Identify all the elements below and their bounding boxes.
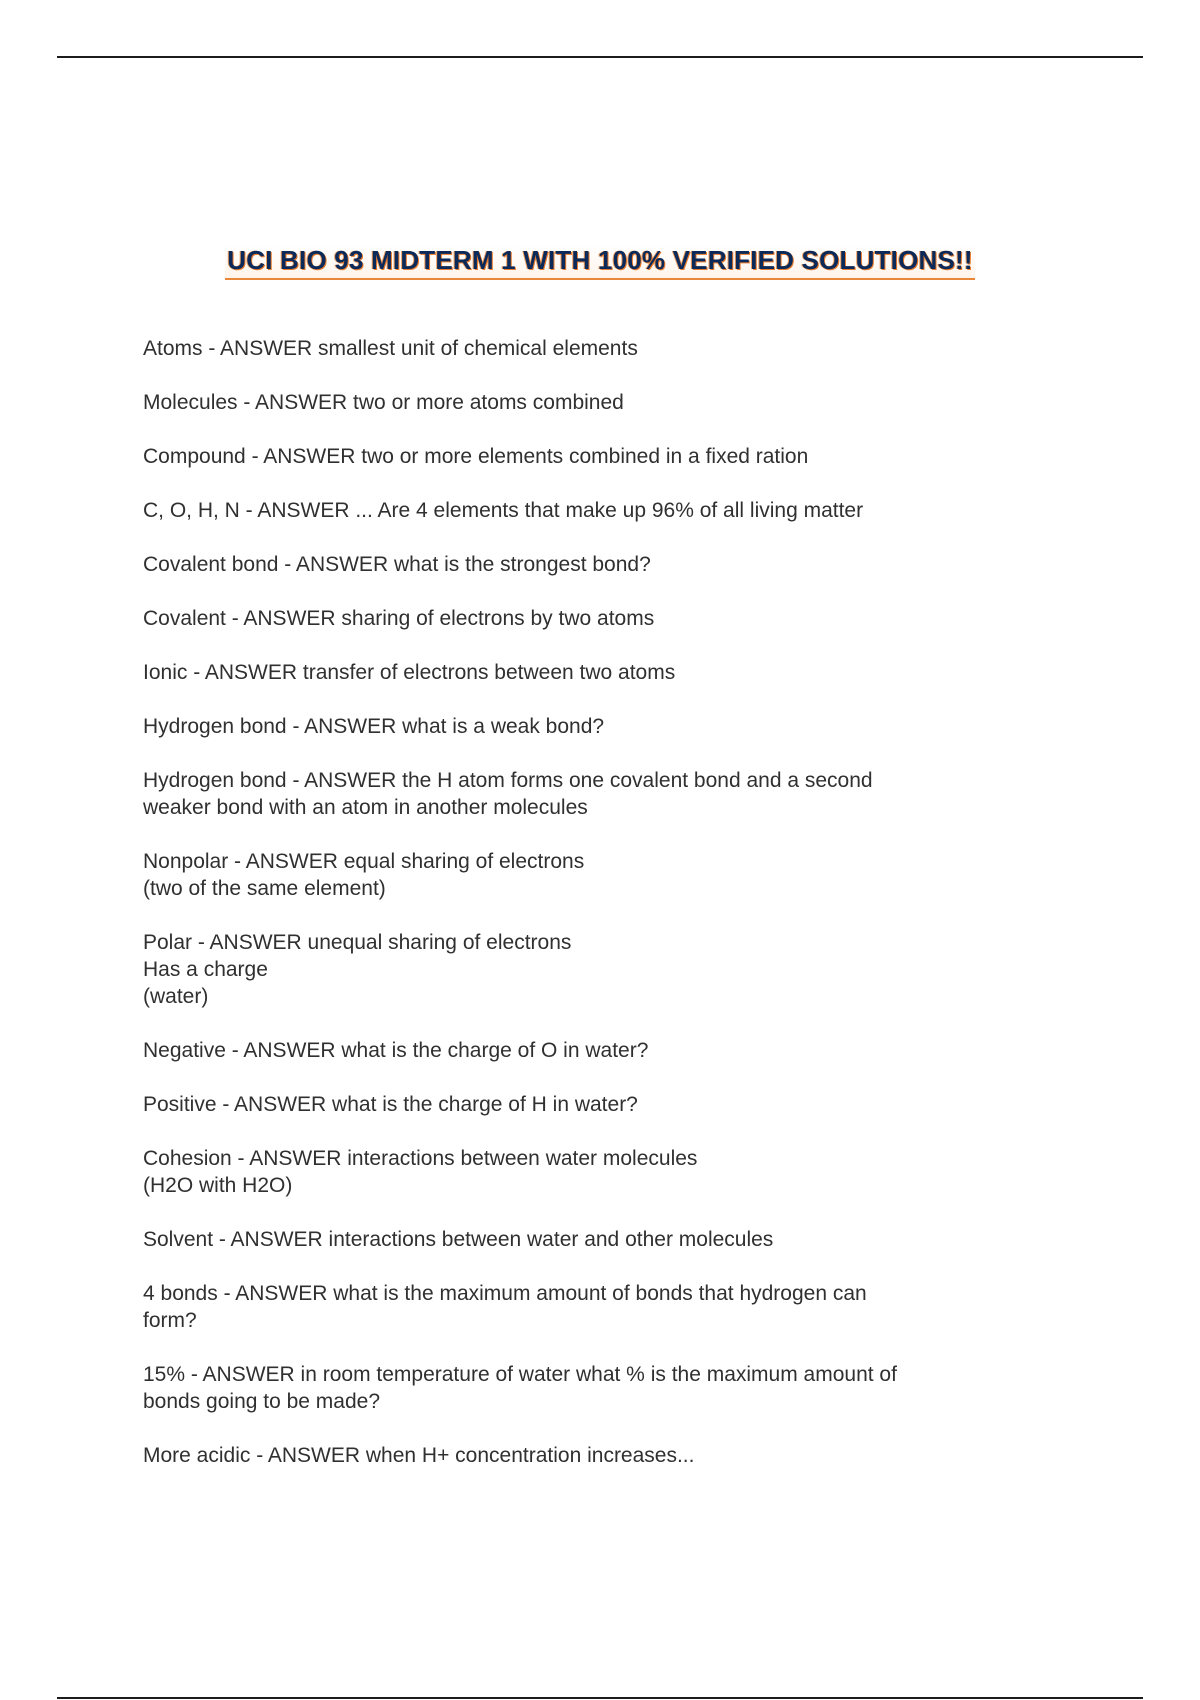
qa-entry [143,767,1063,821]
qa-entry [143,1280,1063,1334]
qa-entry [143,1037,1063,1064]
qa-entry-line: bonds going to be made? [143,1390,381,1413]
qa-entry-line: Nonpolar - ANSWER equal sharing of electrons [143,850,585,873]
qa-entry-line: weaker bond with an atom in another molecules [143,796,588,819]
qa-entry-line: Molecules - ANSWER two or more atoms combined [143,391,624,414]
qa-entry [143,1442,1063,1469]
qa-entry-line: C, O, H, N - ANSWER ... Are 4 elements that make up 96% of all living matter [143,499,864,522]
qa-entry [143,389,1063,416]
qa-entry [143,1226,1063,1253]
qa-entry-line: Atoms - ANSWER smallest unit of chemical elements [143,337,638,360]
qa-entry-line: form? [143,1309,197,1332]
top-rule [57,56,1143,58]
qa-entry-line: 15% - ANSWER in room temperature of water what % is the maximum amount of [143,1363,897,1386]
document-title [0,245,1200,280]
qa-list [143,335,1063,1496]
qa-entry-line: Covalent bond - ANSWER what is the strongest bond? [143,553,651,576]
qa-entry [143,848,1063,902]
qa-entry [143,335,1063,362]
qa-entry-line: (H2O with H2O) [143,1174,293,1197]
qa-entry [143,1091,1063,1118]
qa-entry [143,551,1063,578]
qa-entry-line: Polar - ANSWER unequal sharing of electrons [143,931,572,954]
qa-entry [143,497,1063,524]
qa-entry-line: Solvent - ANSWER interactions between water and other molecules [143,1228,774,1251]
qa-entry [143,1361,1063,1415]
qa-entry-line: (water) [143,985,209,1008]
qa-entry-line: Negative - ANSWER what is the charge of O in water? [143,1039,649,1062]
qa-entry-line: 4 bonds - ANSWER what is the maximum amount of bonds that hydrogen can [143,1282,867,1305]
qa-entry [143,659,1063,686]
qa-entry [143,605,1063,632]
qa-entry [143,929,1063,1010]
qa-entry-line: More acidic - ANSWER when H+ concentration increases... [143,1444,695,1467]
qa-entry [143,443,1063,470]
document-title-text: UCI BIO 93 MIDTERM 1 WITH 100% VERIFIED SOLUTIONS!! [225,245,975,280]
qa-entry-line: Compound - ANSWER two or more elements combined in a fixed ration [143,445,809,468]
qa-entry [143,1145,1063,1199]
qa-entry-line: (two of the same element) [143,877,386,900]
bottom-rule [57,1697,1143,1699]
qa-entry-line: Covalent - ANSWER sharing of electrons by two atoms [143,607,655,630]
qa-entry-line: Ionic - ANSWER transfer of electrons between two atoms [143,661,676,684]
qa-entry-line: Positive - ANSWER what is the charge of H in water? [143,1093,638,1116]
qa-entry-line: Cohesion - ANSWER interactions between water molecules [143,1147,698,1170]
qa-entry-line: Hydrogen bond - ANSWER what is a weak bond? [143,715,605,738]
qa-entry-line: Has a charge [143,958,268,981]
qa-entry [143,713,1063,740]
qa-entry-line: Hydrogen bond - ANSWER the H atom forms one covalent bond and a second [143,769,873,792]
